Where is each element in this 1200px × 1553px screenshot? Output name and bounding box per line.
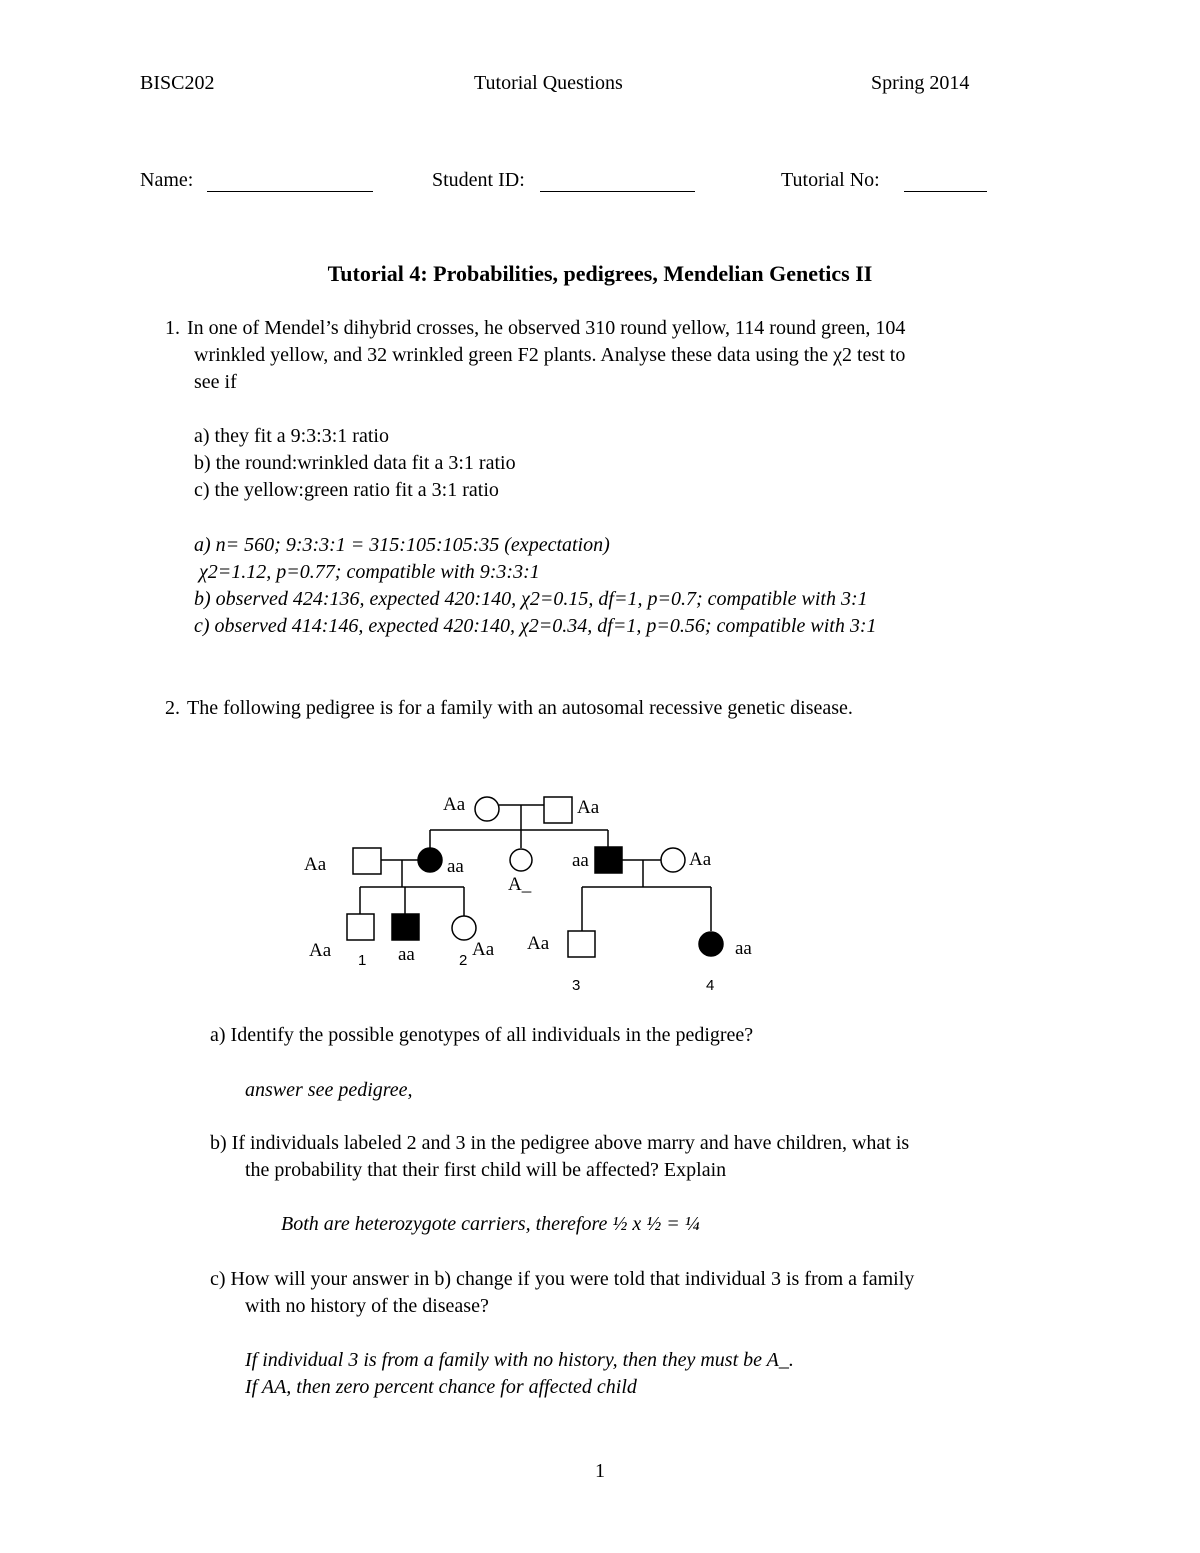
q1-answer-a-chi: χ2=1.12, p=0.77; compatible with 9:3:3:1 (199, 561, 540, 583)
q2-part-c-line1: c) How will your answer in b) change if you were told that individual 3 is from a family (210, 1268, 915, 1290)
q1-text-line2: wrinkled yellow, and 32 wrinkled green F2 plants. Analyse these data using the χ2 test to (194, 344, 906, 366)
q2-text: The following pedigree is for a family with an autosomal recessive genetic disease. (187, 697, 853, 719)
label-child4: aa (735, 938, 752, 959)
child1-square (347, 914, 374, 940)
spouse-right-circle (661, 848, 685, 872)
document-type: Tutorial Questions (474, 72, 623, 94)
number-child1: 1 (358, 952, 367, 969)
number-child2: 2 (459, 952, 468, 969)
tutorial-no-label: Tutorial No: (781, 169, 880, 191)
course-code: BISC202 (140, 72, 215, 94)
q2-answer-c-line2: If AA, then zero percent chance for affected child (245, 1376, 637, 1398)
label-child2: Aa (472, 939, 495, 960)
child2-circle (452, 916, 476, 940)
q2-part-b-line2: the probability that their first child will be affected? Explain (245, 1159, 727, 1181)
label-child1: Aa (309, 940, 332, 961)
number-child4: 4 (706, 977, 715, 994)
q1-text-line3: see if (194, 371, 237, 393)
unaffected-daughter-circle (510, 849, 532, 871)
label-affected-daughter: aa (447, 856, 464, 877)
gen1-father-square (544, 797, 572, 823)
q1-text-line1: In one of Mendel’s dihybrid crosses, he observed 310 round yellow, 114 round green, 104 (187, 317, 906, 339)
q1-answer-c: c) observed 414:146, expected 420:140, χ2=0.34, df=1, p=0.56; compatible with 3:1 (194, 615, 877, 637)
affected-daughter-circle (418, 848, 442, 872)
name-label: Name: (140, 169, 194, 191)
q2-answer-c-line1: If individual 3 is from a family with no history, then they must be A_. (245, 1349, 794, 1371)
number-child3: 3 (572, 977, 581, 994)
student-id-label: Student ID: (432, 169, 525, 191)
label-child3: Aa (527, 933, 550, 954)
q2-part-b-line1: b) If individuals labeled 2 and 3 in the pedigree above marry and have children, what is (210, 1132, 910, 1154)
q2-part-c-line2: with no history of the disease? (245, 1295, 489, 1317)
q1-part-a: a) they fit a 9:3:3:1 ratio (194, 425, 389, 447)
q2-number: 2. (165, 697, 180, 719)
label-unaffected-daughter: A_ (508, 874, 532, 895)
child4-circle (699, 932, 723, 956)
term: Spring 2014 (871, 72, 970, 94)
label-spouse-right: Aa (689, 849, 712, 870)
label-child-affected-son: aa (398, 944, 415, 965)
q1-part-b: b) the round:wrinkled data fit a 3:1 ratio (194, 452, 516, 474)
q2-answer-b: Both are heterozygote carriers, therefore ½ x ½ = ¼ (281, 1213, 700, 1235)
q1-answer-a: a) n= 560; 9:3:3:1 = 315:105:105:35 (expectation) (194, 534, 610, 556)
label-spouse-left: Aa (304, 854, 327, 875)
gen1-mother-circle (475, 797, 499, 821)
q1-answer-b: b) observed 424:136, expected 420:140, χ2=0.15, df=1, p=0.7; compatible with 3:1 (194, 588, 868, 610)
label-affected-son: aa (572, 850, 589, 871)
label-gen1-mother: Aa (443, 794, 466, 815)
q2-answer-a: answer see pedigree, (245, 1079, 413, 1101)
q2-part-a: a) Identify the possible genotypes of all individuals in the pedigree? (210, 1024, 754, 1046)
affected-son-square (595, 847, 622, 873)
spouse-left-square (353, 848, 381, 874)
q1-number: 1. (165, 317, 180, 339)
q1-part-c: c) the yellow:green ratio fit a 3:1 ratio (194, 479, 499, 501)
label-gen1-father: Aa (577, 797, 600, 818)
child-affected-son-square (392, 914, 419, 940)
child3-square (568, 931, 595, 957)
page-number: 1 (595, 1460, 605, 1482)
tutorial-title: Tutorial 4: Probabilities, pedigrees, Mendelian Genetics II (327, 261, 873, 286)
